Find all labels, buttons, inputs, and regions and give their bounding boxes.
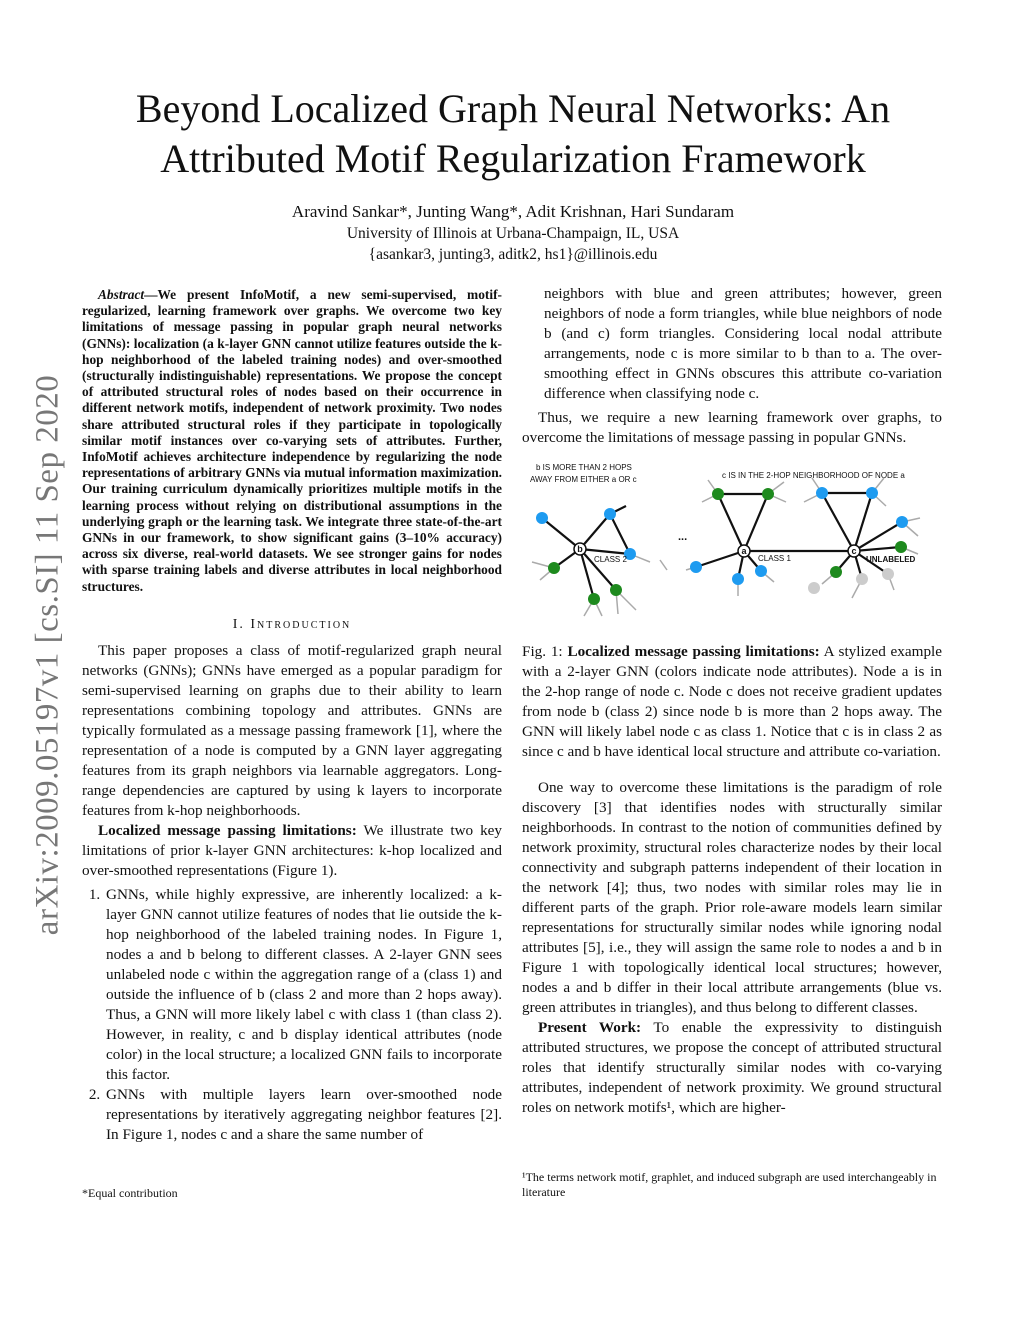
graph-node-blue bbox=[755, 565, 767, 577]
right-paragraph-4: Present Work: To enable the expressivity to distinguish attributed structures, we propose the concept of attributed structural roles that identify structurally similar nodes with co-varying attributes, independent of network proximity. We ground structural roles on network motifs¹, which are higher- bbox=[522, 1019, 942, 1116]
graph-node-green bbox=[610, 584, 622, 596]
graph-node-green bbox=[895, 541, 907, 553]
author-list: Aravind Sankar*, Junting Wang*, Adit Krishnan, Hari Sundaram bbox=[291, 202, 735, 221]
affiliation: University of Illinois at Urbana-Champaign, IL, USA bbox=[346, 225, 680, 242]
figure-note-right: c IS IN THE 2-HOP NEIGHBORHOOD OF NODE a bbox=[722, 471, 905, 480]
abstract-label: Abstract bbox=[98, 287, 145, 302]
left-column bbox=[82, 287, 502, 1145]
intro-p2-heading: Localized message passing limitations: bbox=[98, 821, 357, 839]
section-heading-introduction: I. Introduction bbox=[232, 616, 352, 632]
graph-node-green bbox=[588, 593, 600, 605]
figure-1-graph bbox=[522, 458, 942, 638]
figure-note-left-1: b IS MORE THAN 2 HOPS bbox=[536, 463, 632, 472]
graph-node-green bbox=[830, 566, 842, 578]
node-label-a: a bbox=[741, 546, 747, 556]
title-line-1: Beyond Localized Graph Neural Networks: An bbox=[135, 86, 891, 131]
caption-text: A stylized example with a 2-layer GNN (colors indicate node attributes). Node a is in the 2-hop range of node c. Node c does not receive gradient updates from node b (class 2) since node b is more than 2 hops away. The GNN will likely label node c as class 1. Notice that c is in class 2 as since c and b have identical local structure and attribute co-variation. bbox=[522, 643, 943, 760]
unlabeled-label: UNLABELED bbox=[866, 555, 916, 564]
graph-node-green bbox=[548, 562, 560, 574]
intro-paragraph-1: This paper proposes a class of motif-regularized graph neural networks (GNNs); GNNs have emerged as a popular paradigm for semi-supervised learning on graphs due to their ability to learn representations combining topology and attributes. GNNs are typically formulated as a message passing framework [1], where the representation of a node is computed by a GNN layer aggregating features from its graph neighbors via learnable aggregators. Long-range dependencies are captured by using k layers to incorporate features from k-hop neighborhoods. bbox=[82, 641, 502, 819]
list-item: 1. GNNs, while highly expressive, are inherently localized: a k-layer GNN cannot utilize features of nodes that lie outside the k-hop neighborhood of the labeled training nodes. In Figure 1, nodes a and b belong to different classes. A 2-layer GNN sees unlabeled node c within the aggregation range of a (class 1) and outside the influence of b (class 2 and more than 2 hops away). Thus, a GNN will more likely label c with class 1 (than class 2). However, in reality, c and b display identical attributes (node color) in the local structure; a localized GNN fails to incorporate this factor. bbox=[104, 885, 502, 1085]
graph-node-blue bbox=[536, 512, 548, 524]
figure-1-caption bbox=[522, 642, 942, 762]
abstract bbox=[82, 287, 502, 595]
graph-node-green bbox=[762, 488, 774, 500]
email-list: {asankar3, junting3, aditk2, hs1}@illinois.edu bbox=[368, 246, 658, 263]
footnote-right: ¹The terms network motif, graphlet, and induced subgraph are used interchangeably in literature bbox=[522, 1170, 937, 1199]
right-paragraph-2: Thus, we require a new learning framework over graphs, to overcome the limitations of message passing in popular GNNs. bbox=[522, 409, 942, 446]
graph-node-blue bbox=[690, 561, 702, 573]
abstract-text: —We present InfoMotif, a new semi-supervised, motif-regularized, learning framework over graphs. We overcome two key limitations of message passing in popular graph neural networks (GNNs): localization (a k-layer GNN cannot utilize features outside the k-hop neighborhood of the labeled training nodes) and over-smoothed (structurally indistinguishable) representations. We propose the concept of attributed structural roles of nodes based on their occurrence in different network motifs, independent of network proximity. Two nodes share attributed structural roles if they participate in topologically similar motif instances over co-varying sets of attributes. Further, InfoMotif achieves architecture independence by regularizing the node representations of arbitrary GNNs via mutual information maximization. Our training curriculum dynamically prioritizes multiple motifs in the learning process without relying on distributional assumptions in the underlying graph or the learning task. We integrate three state-of-the-art GNNs in our framework, to show significant gains (3–10% accuracy) across six diverse, real-world datasets. We see stronger gains for nodes with sparse training labels and diverse attributes in local neighborhood structures. bbox=[82, 287, 502, 594]
list-item: 2. GNNs with multiple layers learn over-smoothed node representations by iteratively aggregating neighbor features [2]. In Figure 1, nodes c and a share the same number of bbox=[104, 1085, 502, 1145]
intro-paragraph-2: Localized message passing limitations: We illustrate two key limitations of prior k-layer GNN architectures: k-hop localized and over-smoothed representations (Figure 1). bbox=[82, 821, 503, 879]
graph-node-green bbox=[712, 488, 724, 500]
present-work-heading: Present Work: bbox=[538, 1019, 642, 1036]
node-label-c: c bbox=[851, 546, 857, 556]
node-label-b: b bbox=[577, 544, 583, 554]
figure-ellipsis: ... bbox=[678, 531, 688, 543]
paper-title bbox=[90, 84, 936, 184]
class2-label: CLASS 2 bbox=[594, 555, 627, 564]
right-paragraph-3: One way to overcome these limitations is the paradigm of role discovery [3] that identifies nodes with structurally similar neighborhoods. In contrast to the notion of communities defined by network proximity, structural roles characterize nodes by their local connectivity and subgraph patterns independent of their location in the network [4]; thus, two nodes with similar roles may lie in different parts of the graph. Prior role-aware models learn similar representations for structurally similar nodes while ignoring nodal attributes [5], i.e., they will assign the same role to nodes a and b in Figure 1 with topologically identical local structures; however, nodes a and b differ in their local attribute arrangements (blue vs. green attributes in triangles), and thus belong to different classes. bbox=[522, 779, 942, 1016]
right-column bbox=[522, 284, 942, 1118]
graph-node-gray bbox=[808, 582, 820, 594]
graph-node-blue bbox=[866, 487, 878, 499]
figure-note-left-2: AWAY FROM EITHER a OR c bbox=[530, 475, 637, 484]
graph-node-gray bbox=[882, 568, 894, 580]
title-line-2: Attributed Motif Regularization Framework bbox=[160, 136, 866, 181]
figure-1 bbox=[522, 458, 942, 638]
graph-node-blue bbox=[732, 573, 744, 585]
arxiv-sidebar-stamp: arXiv:2009.05197v1 [cs.SI] 11 Sep 2020 bbox=[29, 374, 66, 936]
class1-label: CLASS 1 bbox=[758, 554, 791, 563]
graph-node-blue bbox=[896, 516, 908, 528]
footnote-left: *Equal contribution bbox=[82, 1186, 178, 1200]
limitations-list bbox=[82, 885, 502, 1145]
right-paragraph-1: neighbors with blue and green attributes; however, green neighbors of node a form triangles, while blue neighbors of node b (and c) form triangles. Considering local nodal attribute arrangements, node c is more similar to b than to a. The over-smoothing effect in GNNs obscures this attribute co-variation difference when classifying node c. bbox=[544, 285, 942, 402]
graph-node-blue bbox=[816, 487, 828, 499]
caption-label: Fig. 1: bbox=[522, 643, 563, 660]
graph-node-gray bbox=[856, 573, 868, 585]
graph-node-blue bbox=[604, 508, 616, 520]
caption-heading: Localized message passing limitations: bbox=[567, 643, 820, 660]
